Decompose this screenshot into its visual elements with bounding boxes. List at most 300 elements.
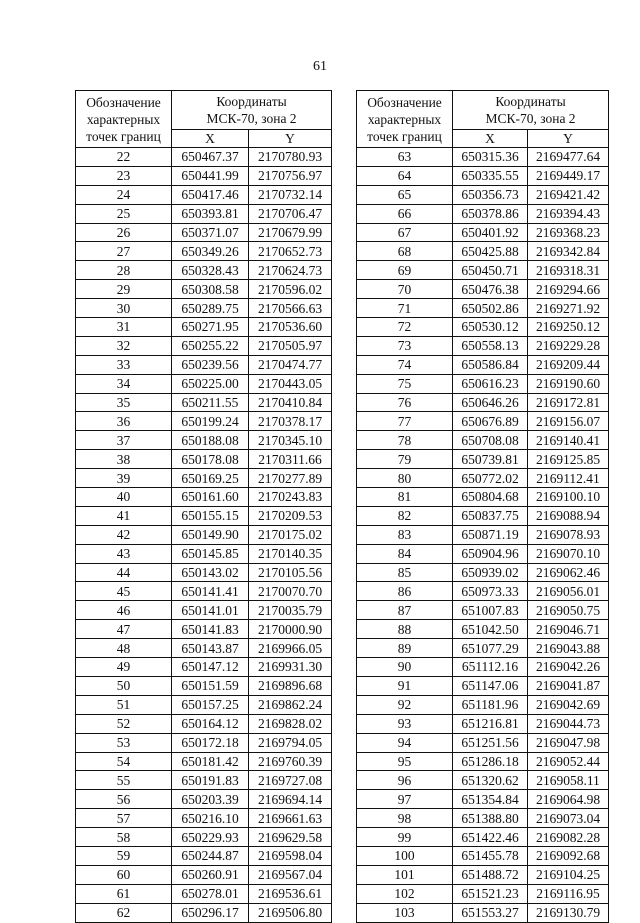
table-body bbox=[357, 148, 609, 923]
y-coordinate-cell: 2169104.25 bbox=[528, 865, 609, 884]
point-id-cell: 65 bbox=[357, 185, 453, 204]
table-row bbox=[76, 846, 332, 865]
y-coordinate-cell: 2169130.79 bbox=[528, 903, 609, 922]
x-coordinate-cell: 651422.46 bbox=[453, 828, 528, 847]
table-row bbox=[76, 828, 332, 847]
table-row bbox=[76, 620, 332, 639]
table-row bbox=[357, 658, 609, 677]
x-coordinate-cell: 650145.85 bbox=[172, 544, 249, 563]
y-coordinate-cell: 2169629.58 bbox=[249, 828, 332, 847]
x-coordinate-cell: 650188.08 bbox=[172, 431, 249, 450]
table-row bbox=[357, 601, 609, 620]
x-coordinate-cell: 650441.99 bbox=[172, 166, 249, 185]
table-row bbox=[76, 714, 332, 733]
table-row bbox=[76, 582, 332, 601]
y-column-header: Y bbox=[528, 130, 609, 148]
point-id-cell: 61 bbox=[76, 884, 172, 903]
y-coordinate-cell: 2169042.69 bbox=[528, 695, 609, 714]
y-coordinate-cell: 2170536.60 bbox=[249, 318, 332, 337]
y-coordinate-cell: 2169449.17 bbox=[528, 166, 609, 185]
x-coordinate-cell: 651216.81 bbox=[453, 714, 528, 733]
y-coordinate-cell: 2169056.01 bbox=[528, 582, 609, 601]
table-row bbox=[76, 223, 332, 242]
x-coordinate-cell: 650616.23 bbox=[453, 374, 528, 393]
point-id-cell: 100 bbox=[357, 846, 453, 865]
y-coordinate-cell: 2169966.05 bbox=[249, 639, 332, 658]
y-coordinate-cell: 2169058.11 bbox=[528, 771, 609, 790]
point-id-cell: 101 bbox=[357, 865, 453, 884]
x-coordinate-cell: 650646.26 bbox=[453, 393, 528, 412]
table-row bbox=[76, 185, 332, 204]
x-coordinate-cell: 650378.86 bbox=[453, 204, 528, 223]
y-coordinate-cell: 2169271.92 bbox=[528, 299, 609, 318]
point-id-cell: 74 bbox=[357, 355, 453, 374]
coordinate-system: МСК-70, зона 2 bbox=[485, 111, 576, 126]
table-row bbox=[357, 544, 609, 563]
x-coordinate-cell: 650149.90 bbox=[172, 525, 249, 544]
point-id-cell: 78 bbox=[357, 431, 453, 450]
point-id-cell: 53 bbox=[76, 733, 172, 752]
table-row bbox=[357, 261, 609, 280]
point-id-cell: 43 bbox=[76, 544, 172, 563]
x-coordinate-cell: 650155.15 bbox=[172, 506, 249, 525]
point-id-cell: 94 bbox=[357, 733, 453, 752]
table-row bbox=[357, 318, 609, 337]
point-id-cell: 50 bbox=[76, 676, 172, 695]
point-id-cell: 70 bbox=[357, 280, 453, 299]
y-coordinate-cell: 2169394.43 bbox=[528, 204, 609, 223]
coordinates-table-left bbox=[75, 90, 332, 923]
point-id-cell: 46 bbox=[76, 601, 172, 620]
point-id-cell: 49 bbox=[76, 658, 172, 677]
x-coordinate-cell: 650939.02 bbox=[453, 563, 528, 582]
table-row bbox=[357, 620, 609, 639]
y-coordinate-cell: 2169125.85 bbox=[528, 450, 609, 469]
x-coordinate-cell: 650739.81 bbox=[453, 450, 528, 469]
table-row bbox=[76, 733, 332, 752]
y-coordinate-cell: 2169078.93 bbox=[528, 525, 609, 544]
x-coordinate-cell: 650772.02 bbox=[453, 469, 528, 488]
table-row bbox=[357, 903, 609, 922]
point-id-cell: 60 bbox=[76, 865, 172, 884]
point-id-cell: 45 bbox=[76, 582, 172, 601]
point-id-cell: 42 bbox=[76, 525, 172, 544]
table-row bbox=[76, 752, 332, 771]
point-id-cell: 51 bbox=[76, 695, 172, 714]
point-id-cell: 99 bbox=[357, 828, 453, 847]
x-coordinate-cell: 651042.50 bbox=[453, 620, 528, 639]
point-id-cell: 30 bbox=[76, 299, 172, 318]
y-coordinate-cell: 2170000.90 bbox=[249, 620, 332, 639]
table-row bbox=[76, 695, 332, 714]
x-coordinate-cell: 651007.83 bbox=[453, 601, 528, 620]
table-row bbox=[76, 166, 332, 185]
x-coordinate-cell: 651112.16 bbox=[453, 658, 528, 677]
y-coordinate-cell: 2169156.07 bbox=[528, 412, 609, 431]
x-coordinate-cell: 651251.56 bbox=[453, 733, 528, 752]
x-coordinate-cell: 651320.62 bbox=[453, 771, 528, 790]
table-row bbox=[357, 336, 609, 355]
x-coordinate-cell: 650393.81 bbox=[172, 204, 249, 223]
table-row bbox=[357, 299, 609, 318]
y-coordinate-cell: 2170140.35 bbox=[249, 544, 332, 563]
point-id-cell: 33 bbox=[76, 355, 172, 374]
table-row bbox=[357, 393, 609, 412]
point-id-cell: 89 bbox=[357, 639, 453, 658]
table-row bbox=[76, 148, 332, 167]
point-id-cell: 35 bbox=[76, 393, 172, 412]
point-id-cell: 56 bbox=[76, 790, 172, 809]
point-id-cell: 47 bbox=[76, 620, 172, 639]
point-id-cell: 96 bbox=[357, 771, 453, 790]
header-line: характерных bbox=[367, 111, 442, 127]
point-id-cell: 59 bbox=[76, 846, 172, 865]
table-row bbox=[357, 412, 609, 431]
point-id-cell: 29 bbox=[76, 280, 172, 299]
point-id-cell: 37 bbox=[76, 431, 172, 450]
table-row bbox=[76, 299, 332, 318]
table-row bbox=[357, 752, 609, 771]
y-coordinate-cell: 2170596.02 bbox=[249, 280, 332, 299]
point-id-cell: 31 bbox=[76, 318, 172, 337]
x-coordinate-cell: 650143.02 bbox=[172, 563, 249, 582]
header-line: Обозначение bbox=[86, 94, 161, 110]
table-row bbox=[76, 884, 332, 903]
x-coordinate-cell: 651286.18 bbox=[453, 752, 528, 771]
point-id-cell: 103 bbox=[357, 903, 453, 922]
table-row bbox=[357, 582, 609, 601]
point-id-cell: 52 bbox=[76, 714, 172, 733]
point-id-cell: 62 bbox=[76, 903, 172, 922]
table-row bbox=[76, 865, 332, 884]
table-row bbox=[357, 204, 609, 223]
header-line: точек границ bbox=[86, 128, 161, 144]
x-coordinate-cell: 650255.22 bbox=[172, 336, 249, 355]
y-coordinate-cell: 2169140.41 bbox=[528, 431, 609, 450]
x-coordinate-cell: 650335.55 bbox=[453, 166, 528, 185]
y-coordinate-cell: 2169073.04 bbox=[528, 809, 609, 828]
table-row bbox=[357, 563, 609, 582]
point-id-cell: 67 bbox=[357, 223, 453, 242]
x-coordinate-cell: 651388.80 bbox=[453, 809, 528, 828]
y-coordinate-cell: 2169041.87 bbox=[528, 676, 609, 695]
point-id-cell: 32 bbox=[76, 336, 172, 355]
y-coordinate-cell: 2169046.71 bbox=[528, 620, 609, 639]
point-id-cell: 76 bbox=[357, 393, 453, 412]
table-row bbox=[357, 695, 609, 714]
table-row bbox=[357, 714, 609, 733]
x-coordinate-cell: 650191.83 bbox=[172, 771, 249, 790]
x-coordinate-cell: 650356.73 bbox=[453, 185, 528, 204]
table-row bbox=[76, 658, 332, 677]
y-coordinate-cell: 2169506.80 bbox=[249, 903, 332, 922]
x-coordinate-cell: 651521.23 bbox=[453, 884, 528, 903]
header-line: характерных bbox=[86, 111, 161, 127]
y-coordinate-cell: 2170175.02 bbox=[249, 525, 332, 544]
y-coordinate-cell: 2169536.61 bbox=[249, 884, 332, 903]
coordinates-title: Координаты bbox=[216, 94, 287, 109]
x-coordinate-cell: 650147.12 bbox=[172, 658, 249, 677]
x-coordinate-cell: 651077.29 bbox=[453, 639, 528, 658]
y-coordinate-cell: 2170209.53 bbox=[249, 506, 332, 525]
table-row bbox=[76, 431, 332, 450]
x-coordinate-cell: 650349.26 bbox=[172, 242, 249, 261]
point-id-cell: 23 bbox=[76, 166, 172, 185]
y-coordinate-cell: 2169100.10 bbox=[528, 488, 609, 507]
table-row bbox=[357, 771, 609, 790]
y-coordinate-cell: 2170443.05 bbox=[249, 374, 332, 393]
point-id-cell: 77 bbox=[357, 412, 453, 431]
y-coordinate-cell: 2170410.84 bbox=[249, 393, 332, 412]
x-coordinate-cell: 650271.95 bbox=[172, 318, 249, 337]
y-coordinate-cell: 2169661.63 bbox=[249, 809, 332, 828]
y-coordinate-cell: 2169862.24 bbox=[249, 695, 332, 714]
x-coordinate-cell: 650558.13 bbox=[453, 336, 528, 355]
x-column-header: X bbox=[453, 130, 528, 148]
y-coordinate-cell: 2170756.97 bbox=[249, 166, 332, 185]
x-coordinate-cell: 650203.39 bbox=[172, 790, 249, 809]
table-row bbox=[76, 639, 332, 658]
x-coordinate-cell: 650425.88 bbox=[453, 242, 528, 261]
point-id-cell: 41 bbox=[76, 506, 172, 525]
x-coordinate-cell: 650141.01 bbox=[172, 601, 249, 620]
x-coordinate-cell: 650837.75 bbox=[453, 506, 528, 525]
x-coordinate-cell: 650502.86 bbox=[453, 299, 528, 318]
y-coordinate-cell: 2170070.70 bbox=[249, 582, 332, 601]
point-id-cell: 79 bbox=[357, 450, 453, 469]
point-id-cell: 86 bbox=[357, 582, 453, 601]
y-coordinate-cell: 2170035.79 bbox=[249, 601, 332, 620]
y-coordinate-cell: 2169896.68 bbox=[249, 676, 332, 695]
table-row bbox=[76, 374, 332, 393]
point-id-cell: 71 bbox=[357, 299, 453, 318]
y-coordinate-cell: 2169042.26 bbox=[528, 658, 609, 677]
point-id-cell: 97 bbox=[357, 790, 453, 809]
point-id-cell: 66 bbox=[357, 204, 453, 223]
table-row bbox=[76, 771, 332, 790]
point-id-cell: 80 bbox=[357, 469, 453, 488]
x-coordinate-cell: 651488.72 bbox=[453, 865, 528, 884]
point-id-cell: 82 bbox=[357, 506, 453, 525]
table-row bbox=[357, 676, 609, 695]
y-coordinate-cell: 2170474.77 bbox=[249, 355, 332, 374]
y-coordinate-cell: 2169172.81 bbox=[528, 393, 609, 412]
y-coordinate-cell: 2169209.44 bbox=[528, 355, 609, 374]
x-coordinate-cell: 651354.84 bbox=[453, 790, 528, 809]
point-id-cell: 73 bbox=[357, 336, 453, 355]
header-line: точек границ bbox=[367, 128, 442, 144]
table-row bbox=[357, 809, 609, 828]
y-coordinate-cell: 2169828.02 bbox=[249, 714, 332, 733]
point-id-cell: 91 bbox=[357, 676, 453, 695]
x-coordinate-cell: 650708.08 bbox=[453, 431, 528, 450]
point-id-cell: 55 bbox=[76, 771, 172, 790]
table-row bbox=[76, 204, 332, 223]
point-id-cell: 44 bbox=[76, 563, 172, 582]
point-id-cell: 85 bbox=[357, 563, 453, 582]
coordinates-header bbox=[453, 91, 609, 130]
x-coordinate-cell: 650244.87 bbox=[172, 846, 249, 865]
point-id-cell: 26 bbox=[76, 223, 172, 242]
y-coordinate-cell: 2170652.73 bbox=[249, 242, 332, 261]
x-coordinate-cell: 650178.08 bbox=[172, 450, 249, 469]
y-coordinate-cell: 2170780.93 bbox=[249, 148, 332, 167]
x-coordinate-cell: 650401.92 bbox=[453, 223, 528, 242]
x-coordinate-cell: 650328.43 bbox=[172, 261, 249, 280]
point-id-cell: 68 bbox=[357, 242, 453, 261]
x-coordinate-cell: 650211.55 bbox=[172, 393, 249, 412]
y-coordinate-cell: 2170624.73 bbox=[249, 261, 332, 280]
y-coordinate-cell: 2169047.98 bbox=[528, 733, 609, 752]
x-coordinate-cell: 651553.27 bbox=[453, 903, 528, 922]
table-row bbox=[357, 185, 609, 204]
table-row bbox=[76, 450, 332, 469]
point-id-cell: 38 bbox=[76, 450, 172, 469]
y-coordinate-cell: 2169598.04 bbox=[249, 846, 332, 865]
x-coordinate-cell: 650229.93 bbox=[172, 828, 249, 847]
x-coordinate-cell: 650181.42 bbox=[172, 752, 249, 771]
x-coordinate-cell: 650141.83 bbox=[172, 620, 249, 639]
table-row bbox=[76, 903, 332, 922]
x-coordinate-cell: 650225.00 bbox=[172, 374, 249, 393]
x-coordinate-cell: 650289.75 bbox=[172, 299, 249, 318]
point-id-cell: 90 bbox=[357, 658, 453, 677]
point-id-cell: 72 bbox=[357, 318, 453, 337]
point-id-cell: 93 bbox=[357, 714, 453, 733]
x-coordinate-cell: 650530.12 bbox=[453, 318, 528, 337]
x-coordinate-cell: 650308.58 bbox=[172, 280, 249, 299]
table-row bbox=[357, 828, 609, 847]
x-coordinate-cell: 650143.87 bbox=[172, 639, 249, 658]
y-coordinate-cell: 2169294.66 bbox=[528, 280, 609, 299]
y-coordinate-cell: 2169050.75 bbox=[528, 601, 609, 620]
y-coordinate-cell: 2169082.28 bbox=[528, 828, 609, 847]
y-coordinate-cell: 2169190.60 bbox=[528, 374, 609, 393]
x-coordinate-cell: 650417.46 bbox=[172, 185, 249, 204]
x-coordinate-cell: 650676.89 bbox=[453, 412, 528, 431]
x-coordinate-cell: 650450.71 bbox=[453, 261, 528, 280]
point-designation-header bbox=[357, 91, 453, 148]
point-id-cell: 27 bbox=[76, 242, 172, 261]
x-coordinate-cell: 650371.07 bbox=[172, 223, 249, 242]
x-coordinate-cell: 650296.17 bbox=[172, 903, 249, 922]
table-row bbox=[357, 148, 609, 167]
y-coordinate-cell: 2170311.66 bbox=[249, 450, 332, 469]
x-coordinate-cell: 650216.10 bbox=[172, 809, 249, 828]
y-coordinate-cell: 2169694.14 bbox=[249, 790, 332, 809]
x-coordinate-cell: 650586.84 bbox=[453, 355, 528, 374]
table-row bbox=[76, 525, 332, 544]
y-coordinate-cell: 2170679.99 bbox=[249, 223, 332, 242]
point-id-cell: 40 bbox=[76, 488, 172, 507]
y-coordinate-cell: 2169727.08 bbox=[249, 771, 332, 790]
x-coordinate-cell: 650141.41 bbox=[172, 582, 249, 601]
y-coordinate-cell: 2169318.31 bbox=[528, 261, 609, 280]
point-id-cell: 95 bbox=[357, 752, 453, 771]
table-row bbox=[76, 318, 332, 337]
table-row bbox=[357, 450, 609, 469]
y-coordinate-cell: 2170732.14 bbox=[249, 185, 332, 204]
y-coordinate-cell: 2169477.64 bbox=[528, 148, 609, 167]
table-row bbox=[76, 506, 332, 525]
table-row bbox=[76, 563, 332, 582]
table-row bbox=[76, 393, 332, 412]
y-coordinate-cell: 2169092.68 bbox=[528, 846, 609, 865]
point-id-cell: 87 bbox=[357, 601, 453, 620]
table-row bbox=[76, 355, 332, 374]
y-coordinate-cell: 2170706.47 bbox=[249, 204, 332, 223]
x-coordinate-cell: 650172.18 bbox=[172, 733, 249, 752]
table-row bbox=[357, 166, 609, 185]
x-coordinate-cell: 650239.56 bbox=[172, 355, 249, 374]
x-coordinate-cell: 650199.24 bbox=[172, 412, 249, 431]
y-coordinate-cell: 2169931.30 bbox=[249, 658, 332, 677]
y-coordinate-cell: 2170566.63 bbox=[249, 299, 332, 318]
x-coordinate-cell: 650157.25 bbox=[172, 695, 249, 714]
point-id-cell: 81 bbox=[357, 488, 453, 507]
table-row bbox=[357, 223, 609, 242]
y-coordinate-cell: 2170378.17 bbox=[249, 412, 332, 431]
point-id-cell: 48 bbox=[76, 639, 172, 658]
table-row bbox=[357, 469, 609, 488]
x-coordinate-cell: 651455.78 bbox=[453, 846, 528, 865]
x-coordinate-cell: 650476.38 bbox=[453, 280, 528, 299]
point-id-cell: 75 bbox=[357, 374, 453, 393]
point-id-cell: 98 bbox=[357, 809, 453, 828]
point-id-cell: 57 bbox=[76, 809, 172, 828]
table-row bbox=[357, 280, 609, 299]
y-coordinate-cell: 2169567.04 bbox=[249, 865, 332, 884]
coordinate-system: МСК-70, зона 2 bbox=[206, 111, 297, 126]
y-coordinate-cell: 2169043.88 bbox=[528, 639, 609, 658]
point-id-cell: 83 bbox=[357, 525, 453, 544]
y-coordinate-cell: 2169368.23 bbox=[528, 223, 609, 242]
y-coordinate-cell: 2169760.39 bbox=[249, 752, 332, 771]
coordinates-title: Координаты bbox=[495, 94, 566, 109]
point-id-cell: 64 bbox=[357, 166, 453, 185]
table-row bbox=[357, 790, 609, 809]
point-id-cell: 25 bbox=[76, 204, 172, 223]
point-id-cell: 34 bbox=[76, 374, 172, 393]
x-coordinate-cell: 650904.96 bbox=[453, 544, 528, 563]
point-id-cell: 28 bbox=[76, 261, 172, 280]
point-id-cell: 22 bbox=[76, 148, 172, 167]
table-row bbox=[357, 431, 609, 450]
point-id-cell: 102 bbox=[357, 884, 453, 903]
table-row bbox=[76, 544, 332, 563]
point-id-cell: 69 bbox=[357, 261, 453, 280]
table-row bbox=[76, 336, 332, 355]
point-id-cell: 36 bbox=[76, 412, 172, 431]
y-coordinate-cell: 2169794.05 bbox=[249, 733, 332, 752]
y-coordinate-cell: 2170505.97 bbox=[249, 336, 332, 355]
point-designation-header bbox=[76, 91, 172, 148]
x-coordinate-cell: 651181.96 bbox=[453, 695, 528, 714]
table-row bbox=[357, 639, 609, 658]
y-coordinate-cell: 2169342.84 bbox=[528, 242, 609, 261]
y-coordinate-cell: 2169044.73 bbox=[528, 714, 609, 733]
x-coordinate-cell: 650315.36 bbox=[453, 148, 528, 167]
point-id-cell: 54 bbox=[76, 752, 172, 771]
x-coordinate-cell: 650164.12 bbox=[172, 714, 249, 733]
table-row bbox=[357, 374, 609, 393]
y-coordinate-cell: 2169116.95 bbox=[528, 884, 609, 903]
point-id-cell: 39 bbox=[76, 469, 172, 488]
x-coordinate-cell: 650169.25 bbox=[172, 469, 249, 488]
point-id-cell: 63 bbox=[357, 148, 453, 167]
y-column-header: Y bbox=[249, 130, 332, 148]
table-row bbox=[76, 469, 332, 488]
